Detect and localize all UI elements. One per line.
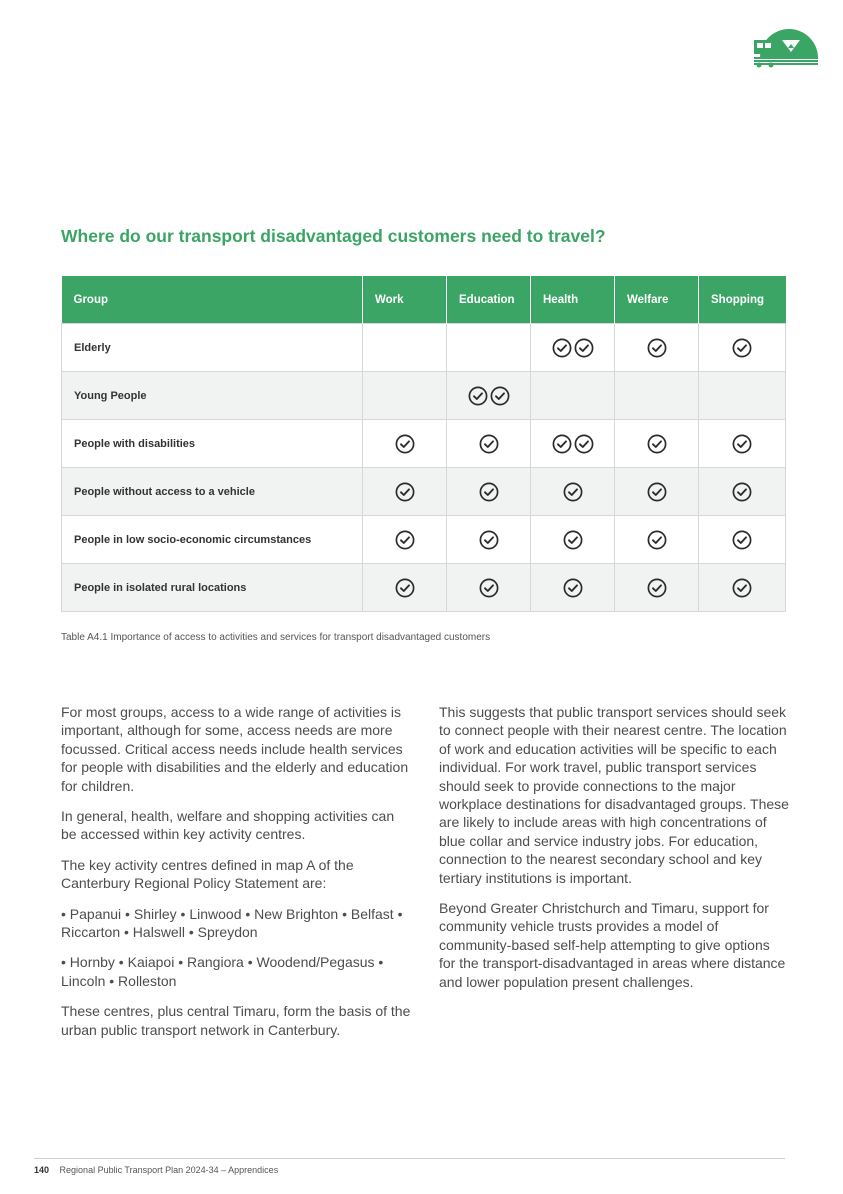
table-row — [62, 468, 786, 516]
importance-cell — [531, 324, 615, 372]
group-cell: People without access to a vehicle — [62, 468, 363, 516]
importance-cell — [447, 372, 531, 420]
check-circle-icon — [647, 578, 667, 598]
table-row — [62, 516, 786, 564]
check-circle-icon — [395, 434, 415, 454]
importance-cell — [699, 564, 786, 612]
body-paragraph: This suggests that public transport services should seek to connect people with their nearest centre. The location of work and education activities will be specific to each individual. For work travel, public transport services should seek to provide connections to the major workplace destinations for disadvantaged groups. These are likely to include areas with high concentrations of blue collar and service industry jobs. For education, connection to the nearest secondary school and key tertiary institutions is important. — [439, 704, 789, 886]
importance-cell — [447, 516, 531, 564]
importance-cell — [699, 516, 786, 564]
table-row — [62, 372, 786, 420]
table-body — [62, 324, 786, 612]
importance-cell — [531, 372, 615, 420]
footer-text: Regional Public Transport Plan 2024-34 – Apprendices — [59, 1165, 279, 1175]
importance-cell — [363, 468, 447, 516]
body-paragraph: These centres, plus central Timaru, form the basis of the urban public transport network in Canterbury. — [61, 1003, 411, 1038]
check-circle-icon — [732, 434, 752, 454]
check-circle-icon — [732, 530, 752, 550]
importance-cell — [363, 516, 447, 564]
importance-cell — [447, 564, 531, 612]
check-circle-icon — [647, 530, 667, 550]
importance-cell — [699, 372, 786, 420]
body-paragraph: For most groups, access to a wide range of activities is important, although for some, access needs are more focussed. Critical access needs include health services for people with disabilities and the elderly and education for children. — [61, 704, 409, 794]
check-circle-icon — [563, 578, 583, 598]
group-cell: Elderly — [62, 324, 363, 372]
check-circle-icon — [479, 578, 499, 598]
table-row — [62, 420, 786, 468]
body-column-left — [61, 703, 411, 1051]
importance-cell — [447, 420, 531, 468]
page-footer — [34, 1165, 278, 1175]
page-number: 140 — [34, 1165, 50, 1175]
table-header-row — [62, 276, 786, 324]
column-header: Welfare — [615, 276, 699, 324]
importance-cell — [447, 468, 531, 516]
importance-cell — [615, 516, 699, 564]
table-row — [62, 324, 786, 372]
check-circle-icon — [490, 386, 510, 406]
column-header: Work — [363, 276, 447, 324]
check-circle-icon — [395, 530, 415, 550]
importance-cell — [615, 420, 699, 468]
table-row — [62, 564, 786, 612]
column-header: Group — [62, 276, 363, 324]
importance-cell — [363, 324, 447, 372]
importance-cell — [447, 324, 531, 372]
group-cell: Young People — [62, 372, 363, 420]
centres-list-line: • Hornby • Kaiapoi • Rangiora • Woodend/Pegasus • Lincoln • Rolleston — [61, 954, 384, 989]
check-circle-icon — [395, 482, 415, 502]
importance-cell — [531, 564, 615, 612]
body-paragraph: Beyond Greater Christchurch and Timaru, support for community vehicle trusts provides a model of community-based self-help attempting to give options for the transport-disadvantaged in areas where distance and lower population present challenges. — [439, 900, 786, 990]
check-circle-icon — [552, 434, 572, 454]
page-heading: Where do our transport disadvantaged customers need to travel? — [61, 226, 606, 246]
column-header: Health — [531, 276, 615, 324]
check-circle-icon — [479, 530, 499, 550]
check-circle-icon — [552, 338, 572, 358]
importance-cell — [615, 324, 699, 372]
footer-divider — [34, 1158, 785, 1159]
check-circle-icon — [479, 482, 499, 502]
column-header: Education — [447, 276, 531, 324]
check-circle-icon — [574, 338, 594, 358]
group-cell: People with disabilities — [62, 420, 363, 468]
importance-cell — [699, 420, 786, 468]
column-header: Shopping — [699, 276, 786, 324]
check-circle-icon — [732, 578, 752, 598]
check-circle-icon — [647, 338, 667, 358]
check-circle-icon — [732, 482, 752, 502]
check-circle-icon — [563, 482, 583, 502]
importance-cell — [531, 516, 615, 564]
body-paragraph: In general, health, welfare and shopping activities can be accessed within key activity centres. — [61, 808, 395, 843]
centres-list-line: • Papanui • Shirley • Linwood • New Brighton • Belfast • Riccarton • Halswell • Spreydon — [61, 905, 403, 941]
check-circle-icon — [647, 482, 667, 502]
importance-cell — [363, 420, 447, 468]
importance-cell — [363, 372, 447, 420]
importance-cell — [615, 468, 699, 516]
group-cell: People in low socio-economic circumstances — [62, 516, 363, 564]
metro-logo-icon — [752, 26, 818, 70]
importance-cell — [531, 468, 615, 516]
body-paragraph: The key activity centres defined in map A of the Canterbury Regional Policy Statement are: — [61, 856, 354, 892]
check-circle-icon — [563, 530, 583, 550]
check-circle-icon — [395, 578, 415, 598]
body-column-right — [439, 703, 789, 1003]
table-caption: Table A4.1 Importance of access to activities and services for transport disadvantaged customers — [61, 632, 491, 643]
importance-cell — [615, 372, 699, 420]
importance-cell — [363, 564, 447, 612]
importance-cell — [699, 324, 786, 372]
check-circle-icon — [479, 434, 499, 454]
check-circle-icon — [574, 434, 594, 454]
group-cell: People in isolated rural locations — [62, 564, 363, 612]
importance-cell — [531, 420, 615, 468]
importance-cell — [699, 468, 786, 516]
importance-cell — [615, 564, 699, 612]
check-circle-icon — [732, 338, 752, 358]
check-circle-icon — [647, 434, 667, 454]
check-circle-icon — [468, 386, 488, 406]
access-table — [61, 276, 786, 612]
